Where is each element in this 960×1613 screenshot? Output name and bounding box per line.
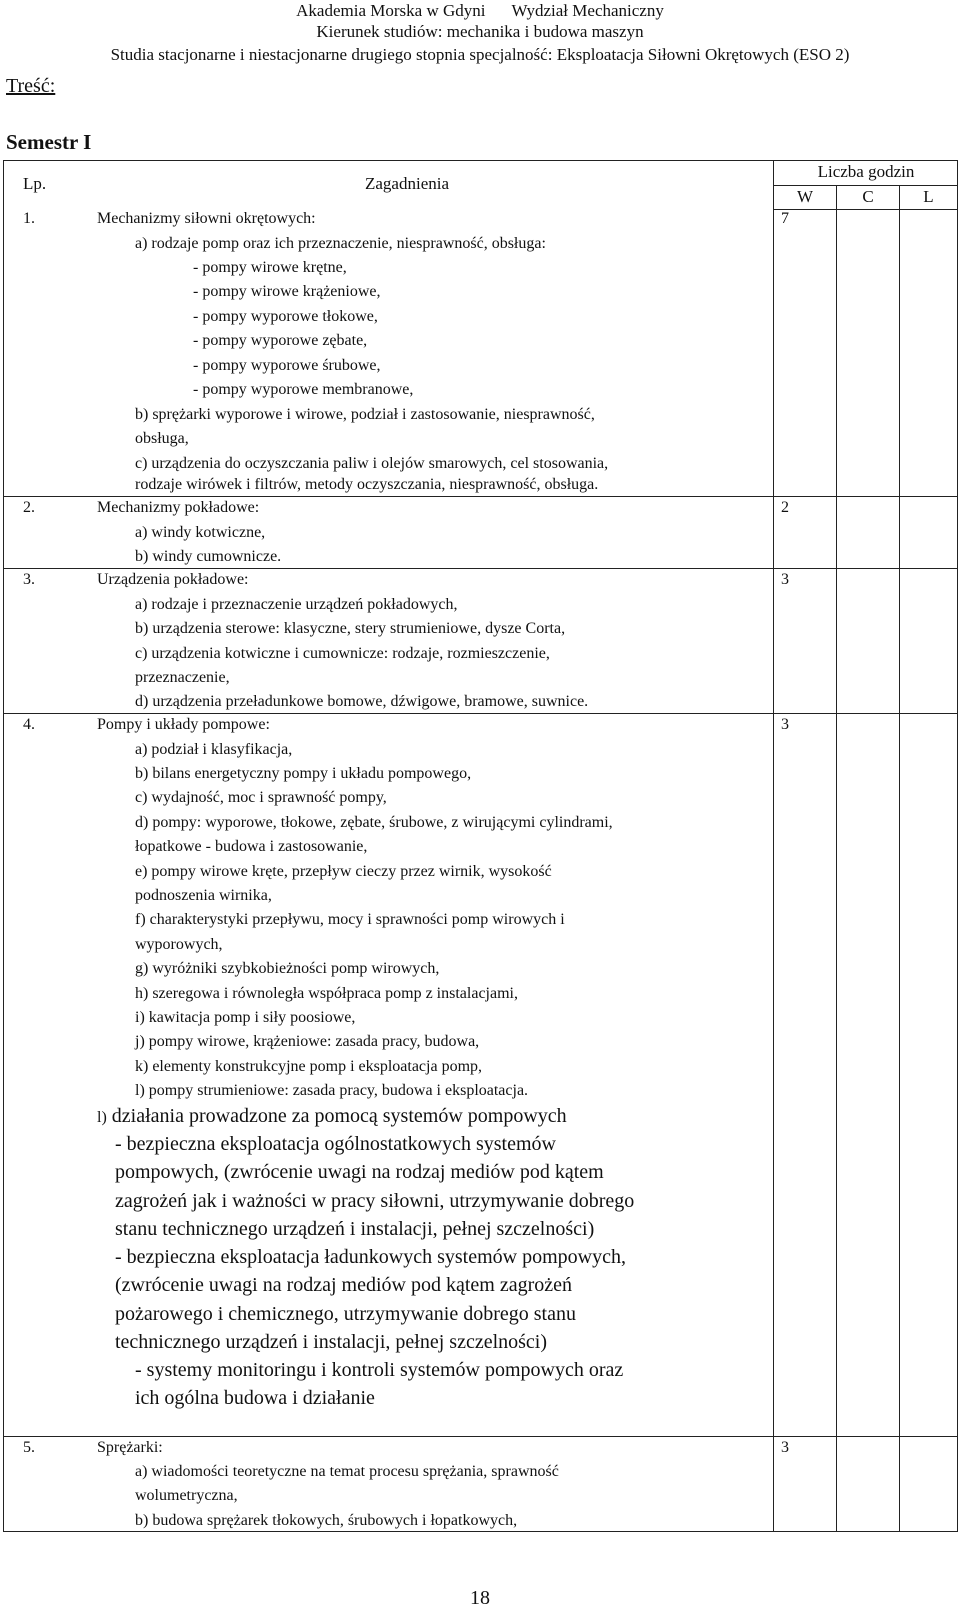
list-item: c) urządzenia do oczyszczania paliw i olejów smarowych, cel stosowania, — [135, 455, 609, 472]
col-w-header: W — [796, 187, 814, 206]
list-item: b) budowa sprężarek tłokowych, śrubowych i łopatkowych, — [135, 1512, 518, 1529]
list-item: i) kawitacja pomp i siły poosiowe, — [135, 1009, 356, 1026]
semester-title: Semestr I — [6, 130, 92, 154]
list-item: ich ogólna budowa i działanie — [135, 1387, 375, 1409]
list-item: - bezpieczna eksploatacja ładunkowych systemów pompowych, — [115, 1246, 626, 1268]
list-item: b) windy cumownicze. — [135, 548, 282, 565]
col-divider-c — [836, 185, 837, 1532]
hours-w: 3 — [781, 1439, 789, 1456]
list-item: - systemy monitoringu i kontroli systemów pompowych oraz — [135, 1359, 624, 1381]
hours-w: 3 — [781, 571, 789, 588]
list-item: l) pompy strumieniowe: zasada pracy, budowa i eksploatacja. — [135, 1082, 529, 1099]
list-item: wolumetryczna, — [135, 1487, 238, 1504]
col-c-header: C — [862, 187, 874, 206]
list-item: wyporowych, — [135, 936, 223, 953]
header-line-2: Kierunek studiów: mechanika i budowa maszyn — [316, 22, 644, 41]
row-title: Mechanizmy pokładowe: — [97, 499, 260, 516]
col-topics-header: Zagadnienia — [365, 174, 450, 193]
list-item: a) podział i klasyfikacja, — [135, 741, 293, 758]
col-hours-header: Liczba godzin — [817, 162, 915, 181]
list-item: c) urządzenia kotwiczne i cumownicze: rodzaje, rozmieszczenie, — [135, 645, 550, 662]
row-number: 4. — [23, 716, 35, 733]
col-divider-hours — [773, 160, 774, 1532]
header-line-1 — [0, 1, 960, 21]
row-title: Pompy i układy pompowe: — [97, 716, 270, 733]
list-item: - pompy wyporowe tłokowe, — [193, 308, 378, 325]
list-item: j) pompy wirowe, krążeniowe: zasada pracy, budowa, — [135, 1033, 480, 1050]
list-item: h) szeregowa i równoległa współpraca pomp z instalacjami, — [135, 985, 518, 1002]
table-border-right — [957, 160, 958, 1532]
list-item: a) wiadomości teoretyczne na temat procesu sprężania, sprawność — [135, 1463, 559, 1480]
list-item: pompowych, (zwrócenie uwagi na rodzaj mediów pod kątem — [115, 1161, 604, 1183]
list-item: zagrożeń jak i ważności w pracy siłowni, utrzymywanie dobrego — [115, 1190, 635, 1212]
list-item: b) bilans energetyczny pompy i układu pompowego, — [135, 765, 472, 782]
list-item: a) rodzaje pomp oraz ich przeznaczenie, niesprawność, obsługa: — [135, 235, 546, 252]
list-item: stanu technicznego urządzeń i instalacji, pełnej szczelności) — [115, 1218, 595, 1240]
row-number: 1. — [23, 210, 35, 227]
list-item: - pompy wirowe krętne, — [193, 259, 347, 276]
curriculum-table — [3, 160, 958, 1532]
university-name: Akademia Morska w Gdyni — [296, 1, 486, 20]
row-title: Sprężarki: — [97, 1439, 163, 1456]
list-item: - bezpieczna eksploatacja ogólnostatkowych systemów — [115, 1133, 556, 1155]
col-lp-header: Lp. — [23, 174, 47, 193]
list-item: f) charakterystyki przepływu, mocy i sprawności pomp wirowych i — [135, 911, 565, 928]
page-number: 18 — [470, 1587, 490, 1609]
col-divider-l — [899, 185, 900, 1532]
table-border-left — [3, 160, 4, 1532]
list-item: (zwrócenie uwagi na rodzaj mediów pod kątem zagrożeń — [115, 1274, 573, 1296]
row-number: 3. — [23, 571, 35, 588]
hours-w: 3 — [781, 716, 789, 733]
col-l-header: L — [923, 187, 934, 206]
list-item: e) pompy wirowe kręte, przepływ cieczy przez wirnik, wysokość — [135, 863, 552, 880]
row-title: Mechanizmy siłowni okrętowych: — [97, 210, 316, 227]
list-item: - pompy wyporowe śrubowe, — [193, 357, 381, 374]
list-item: g) wyróżniki szybkobieżności pomp wirowych, — [135, 960, 440, 977]
faculty-name: Wydział Mechaniczny — [511, 1, 664, 20]
list-item: rodzaje wirówek i filtrów, metody oczyszczania, niesprawność, obsługa. — [135, 476, 599, 493]
extra-prefix: l) — [97, 1109, 107, 1126]
list-item: obsługa, — [135, 430, 189, 447]
list-item: d) pompy: wyporowe, tłokowe, zębate, śrubowe, z wirującymi cylindrami, — [135, 814, 613, 831]
list-item-extra — [97, 1102, 567, 1132]
list-item: - pompy wyporowe membranowe, — [193, 381, 414, 398]
hours-w: 7 — [781, 210, 789, 227]
list-item: b) urządzenia sterowe: klasyczne, stery strumieniowe, dysze Corta, — [135, 620, 566, 637]
list-item: przeznaczenie, — [135, 669, 230, 686]
extra-first-line: działania prowadzone za pomocą systemów pompowych — [106, 1105, 567, 1127]
list-item: - pompy wyporowe zębate, — [193, 332, 368, 349]
list-item: a) rodzaje i przeznaczenie urządzeń pokładowych, — [135, 596, 458, 613]
list-item: a) windy kotwiczne, — [135, 524, 266, 541]
list-item: d) urządzenia przeładunkowe bomowe, dźwigowe, bramowe, suwnice. — [135, 693, 589, 710]
row-number: 2. — [23, 499, 35, 516]
list-item: technicznego urządzeń i instalacji, pełnej szczelności) — [115, 1331, 548, 1353]
content-label: Treść: — [6, 75, 56, 97]
list-item: pożarowego i chemicznego, utrzymywanie dobrego stanu — [115, 1303, 576, 1325]
list-item: c) wydajność, moc i sprawność pompy, — [135, 789, 387, 806]
list-item: k) elementy konstrukcyjne pomp i eksploatacja pomp, — [135, 1058, 483, 1075]
list-item: - pompy wirowe krążeniowe, — [193, 283, 381, 300]
row-number: 5. — [23, 1439, 35, 1456]
list-item: podnoszenia wirnika, — [135, 887, 272, 904]
row-title: Urządzenia pokładowe: — [97, 571, 249, 588]
list-item: b) sprężarki wyporowe i wirowe, podział i zastosowanie, niesprawność, — [135, 406, 595, 423]
hours-w: 2 — [781, 499, 789, 516]
list-item: łopatkowe - budowa i zastosowanie, — [135, 838, 368, 855]
header-line-3: Studia stacjonarne i niestacjonarne drugiego stopnia specjalność: Eksploatacja Siłowni Okrętowych (ESO 2) — [110, 45, 850, 64]
